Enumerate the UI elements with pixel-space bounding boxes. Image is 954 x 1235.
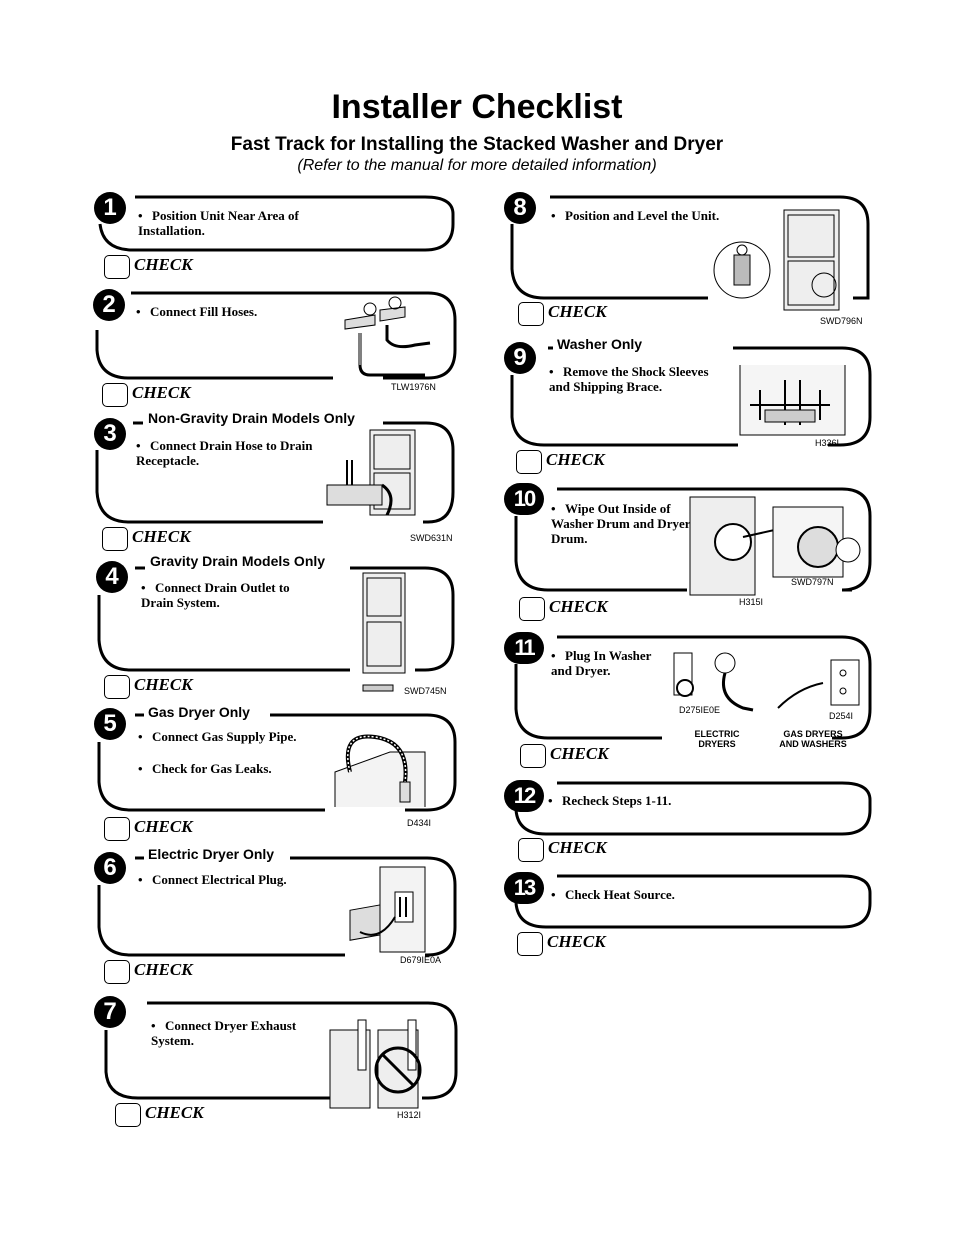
step-number-badge: 12 [504, 780, 544, 812]
step-number-badge: 6 [94, 852, 126, 884]
leveling-illustration [712, 205, 872, 315]
step-number-badge: 10 [504, 483, 544, 515]
step-number-badge: 2 [93, 289, 125, 321]
checkbox[interactable] [104, 960, 130, 984]
checkbox[interactable] [520, 744, 546, 768]
step-number-badge: 1 [94, 192, 126, 224]
page-note: (Refer to the manual for more detailed information) [297, 157, 657, 174]
step-5-text-2: • Check for Gas Leaks. [138, 761, 272, 776]
step-3-text: • Connect Drain Hose to Drain Receptacle. [136, 438, 313, 468]
step-3-header: Non-Gravity Drain Models Only [144, 410, 359, 426]
step-10-text: • Wipe Out Inside of Washer Drum and Dryer Drum. [551, 501, 691, 546]
stacked-unit-illustration [358, 570, 410, 695]
step-7-text: • Connect Dryer Exhaust System. [151, 1018, 297, 1048]
step-number-badge: 5 [94, 708, 126, 740]
step-6-header: Electric Dryer Only [144, 846, 278, 862]
illustration-code: H336I [815, 438, 840, 448]
step-9-header: Washer Only [553, 336, 646, 352]
step-1-text: • Position Unit Near Area of Installation. [138, 208, 299, 238]
electrical-plug-illustration [340, 862, 430, 954]
step-2-text: • Connect Fill Hoses. [136, 304, 258, 319]
step-8-text: • Position and Level the Unit. [551, 208, 720, 223]
step-4-header: Gravity Drain Models Only [146, 553, 329, 569]
checkbox[interactable] [517, 932, 543, 956]
step-12-frame [512, 780, 874, 838]
checkbox[interactable] [115, 1103, 141, 1127]
gas-dryers-washers-label: GAS DRYERS AND WASHERS [779, 729, 847, 749]
illustration-code-2: D254I [829, 711, 854, 721]
checkbox[interactable] [518, 302, 544, 326]
illustration-code: D434I [407, 818, 432, 828]
shipping-brace-illustration [735, 355, 853, 440]
illustration-code: SWD745N [404, 686, 447, 696]
checkbox[interactable] [104, 675, 130, 699]
checkbox[interactable] [102, 527, 128, 551]
step-12-text: • Recheck Steps 1-11. [548, 793, 672, 808]
step-13-text: • Check Heat Source. [551, 887, 675, 902]
checkbox[interactable] [518, 838, 544, 862]
step-number-badge: 7 [94, 996, 126, 1028]
illustration-code: SWD796N [820, 316, 863, 326]
step-number-badge: 4 [96, 561, 128, 593]
illustration-code: TLW1976N [391, 382, 436, 392]
checkbox[interactable] [519, 597, 545, 621]
checkbox[interactable] [102, 383, 128, 407]
checkbox[interactable] [104, 255, 130, 279]
step-11-text: • Plug In Washer and Dryer. [551, 648, 652, 678]
electric-dryers-label: ELECTRIC DRYERS [694, 729, 740, 749]
step-number-badge: 3 [94, 418, 126, 450]
step-5-text: • Connect Gas Supply Pipe. [138, 729, 297, 744]
exhaust-illustration [328, 1015, 428, 1110]
step-number-badge: 9 [504, 342, 536, 374]
illustration-code-2: H315I [739, 597, 764, 607]
drum-wipe-illustration [688, 492, 868, 597]
step-9-text: • Remove the Shock Sleeves and Shipping Brace. [549, 364, 709, 394]
drain-hose-illustration [322, 425, 442, 525]
checkbox[interactable] [104, 817, 130, 841]
illustration-code: SWD631N [410, 533, 453, 543]
checkbox[interactable] [516, 450, 542, 474]
step-4-text: • Connect Drain Outlet to Drain System. [141, 580, 290, 610]
step-number-badge: 11 [504, 632, 544, 664]
step-13-frame [512, 873, 874, 931]
illustration-code: D275IE0E [679, 705, 721, 715]
page-title: Installer Checklist [331, 88, 623, 126]
step-number-badge: 13 [504, 872, 544, 904]
fill-hose-illustration [335, 295, 435, 380]
gas-pipe-illustration [330, 722, 430, 817]
step-number-badge: 8 [504, 192, 536, 224]
step-5-header: Gas Dryer Only [144, 704, 254, 720]
step-6-text: • Connect Electrical Plug. [138, 872, 287, 887]
page-subtitle: Fast Track for Installing the Stacked Washer and Dryer [230, 134, 724, 155]
illustration-code: D679IE0A [400, 955, 442, 965]
illustration-code: SWD797N [791, 577, 834, 587]
illustration-code: H312I [397, 1110, 422, 1120]
